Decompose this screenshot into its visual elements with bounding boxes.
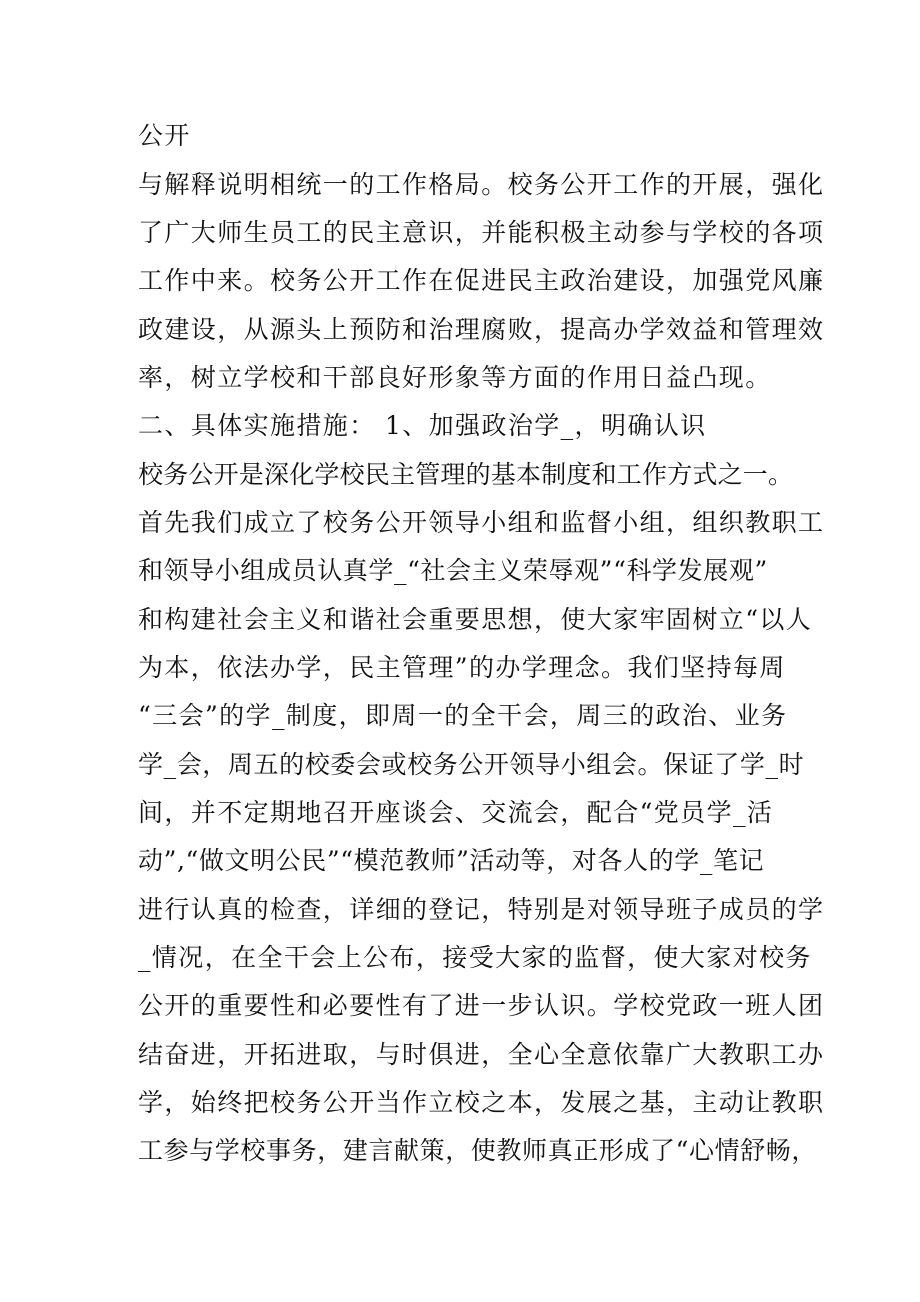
text-line-6: 率，树立学校和干部良好形象等方面的作用日益凸现。 [138,363,772,392]
text-line-12: 为本，依法办学，民主管理”的办学理念。我们坚持每周 [138,653,786,682]
text-line-1: 公开 [138,121,191,150]
text-line-20: 结奋进，开拓进取，与时俱进，全心全意依靠广大教职工办 [138,1040,825,1069]
text-line-16: 动”,“做文明公民”“模范教师”活动等，对各人的学_笔记 [138,846,765,875]
text-line-14: 学_会，周五的校委会或校务公开领导小组会。保证了学_时 [138,750,805,779]
text-line-17: 进行认真的检查，详细的登记，特别是对领导班子成员的学 [138,895,825,924]
text-line-5: 政建设，从源头上预防和治理腐败，提高办学效益和管理效 [138,315,825,344]
text-line-19: 公开的重要性和必要性有了进一步认识。学校党政一班人团 [138,991,825,1020]
text-line-11: 和构建社会主义和谐社会重要思想，使大家牢固树立“以人 [138,605,813,634]
section-heading: 二、具体实施措施： 1、加强政治学_，明确认识 [138,411,707,440]
text-line-18: _情况，在全干会上公布，接受大家的监督，使大家对校务 [138,943,812,972]
text-line-4: 工作中来。校务公开工作在促进民主政治建设，加强党风廉 [138,266,825,295]
text-line-3: 了广大师生员工的民主意识，并能积极主动参与学校的各项 [138,218,825,247]
text-line-9: 首先我们成立了校务公开领导小组和监督小组，组织教职工 [138,508,825,537]
text-line-21: 学，始终把校务公开当作立校之本，发展之基，主动让教职 [138,1088,825,1117]
text-line-22: 工参与学校事务，建言献策，使教师真正形成了“心情舒畅， [138,1136,817,1165]
text-line-8: 校务公开是深化学校民主管理的基本制度和工作方式之一。 [138,460,794,489]
text-line-10: 和领导小组成员认真学_“社会主义荣辱观”“科学发展观” [138,556,768,585]
text-line-15: 间，并不定期地召开座谈会、交流会，配合“党员学_活 [138,798,774,827]
text-line-13: “三会”的学_制度，即周一的全干会，周三的政治、业务 [138,701,788,730]
text-line-2: 与解释说明相统一的工作格局。校务公开工作的开展，强化 [138,170,825,199]
